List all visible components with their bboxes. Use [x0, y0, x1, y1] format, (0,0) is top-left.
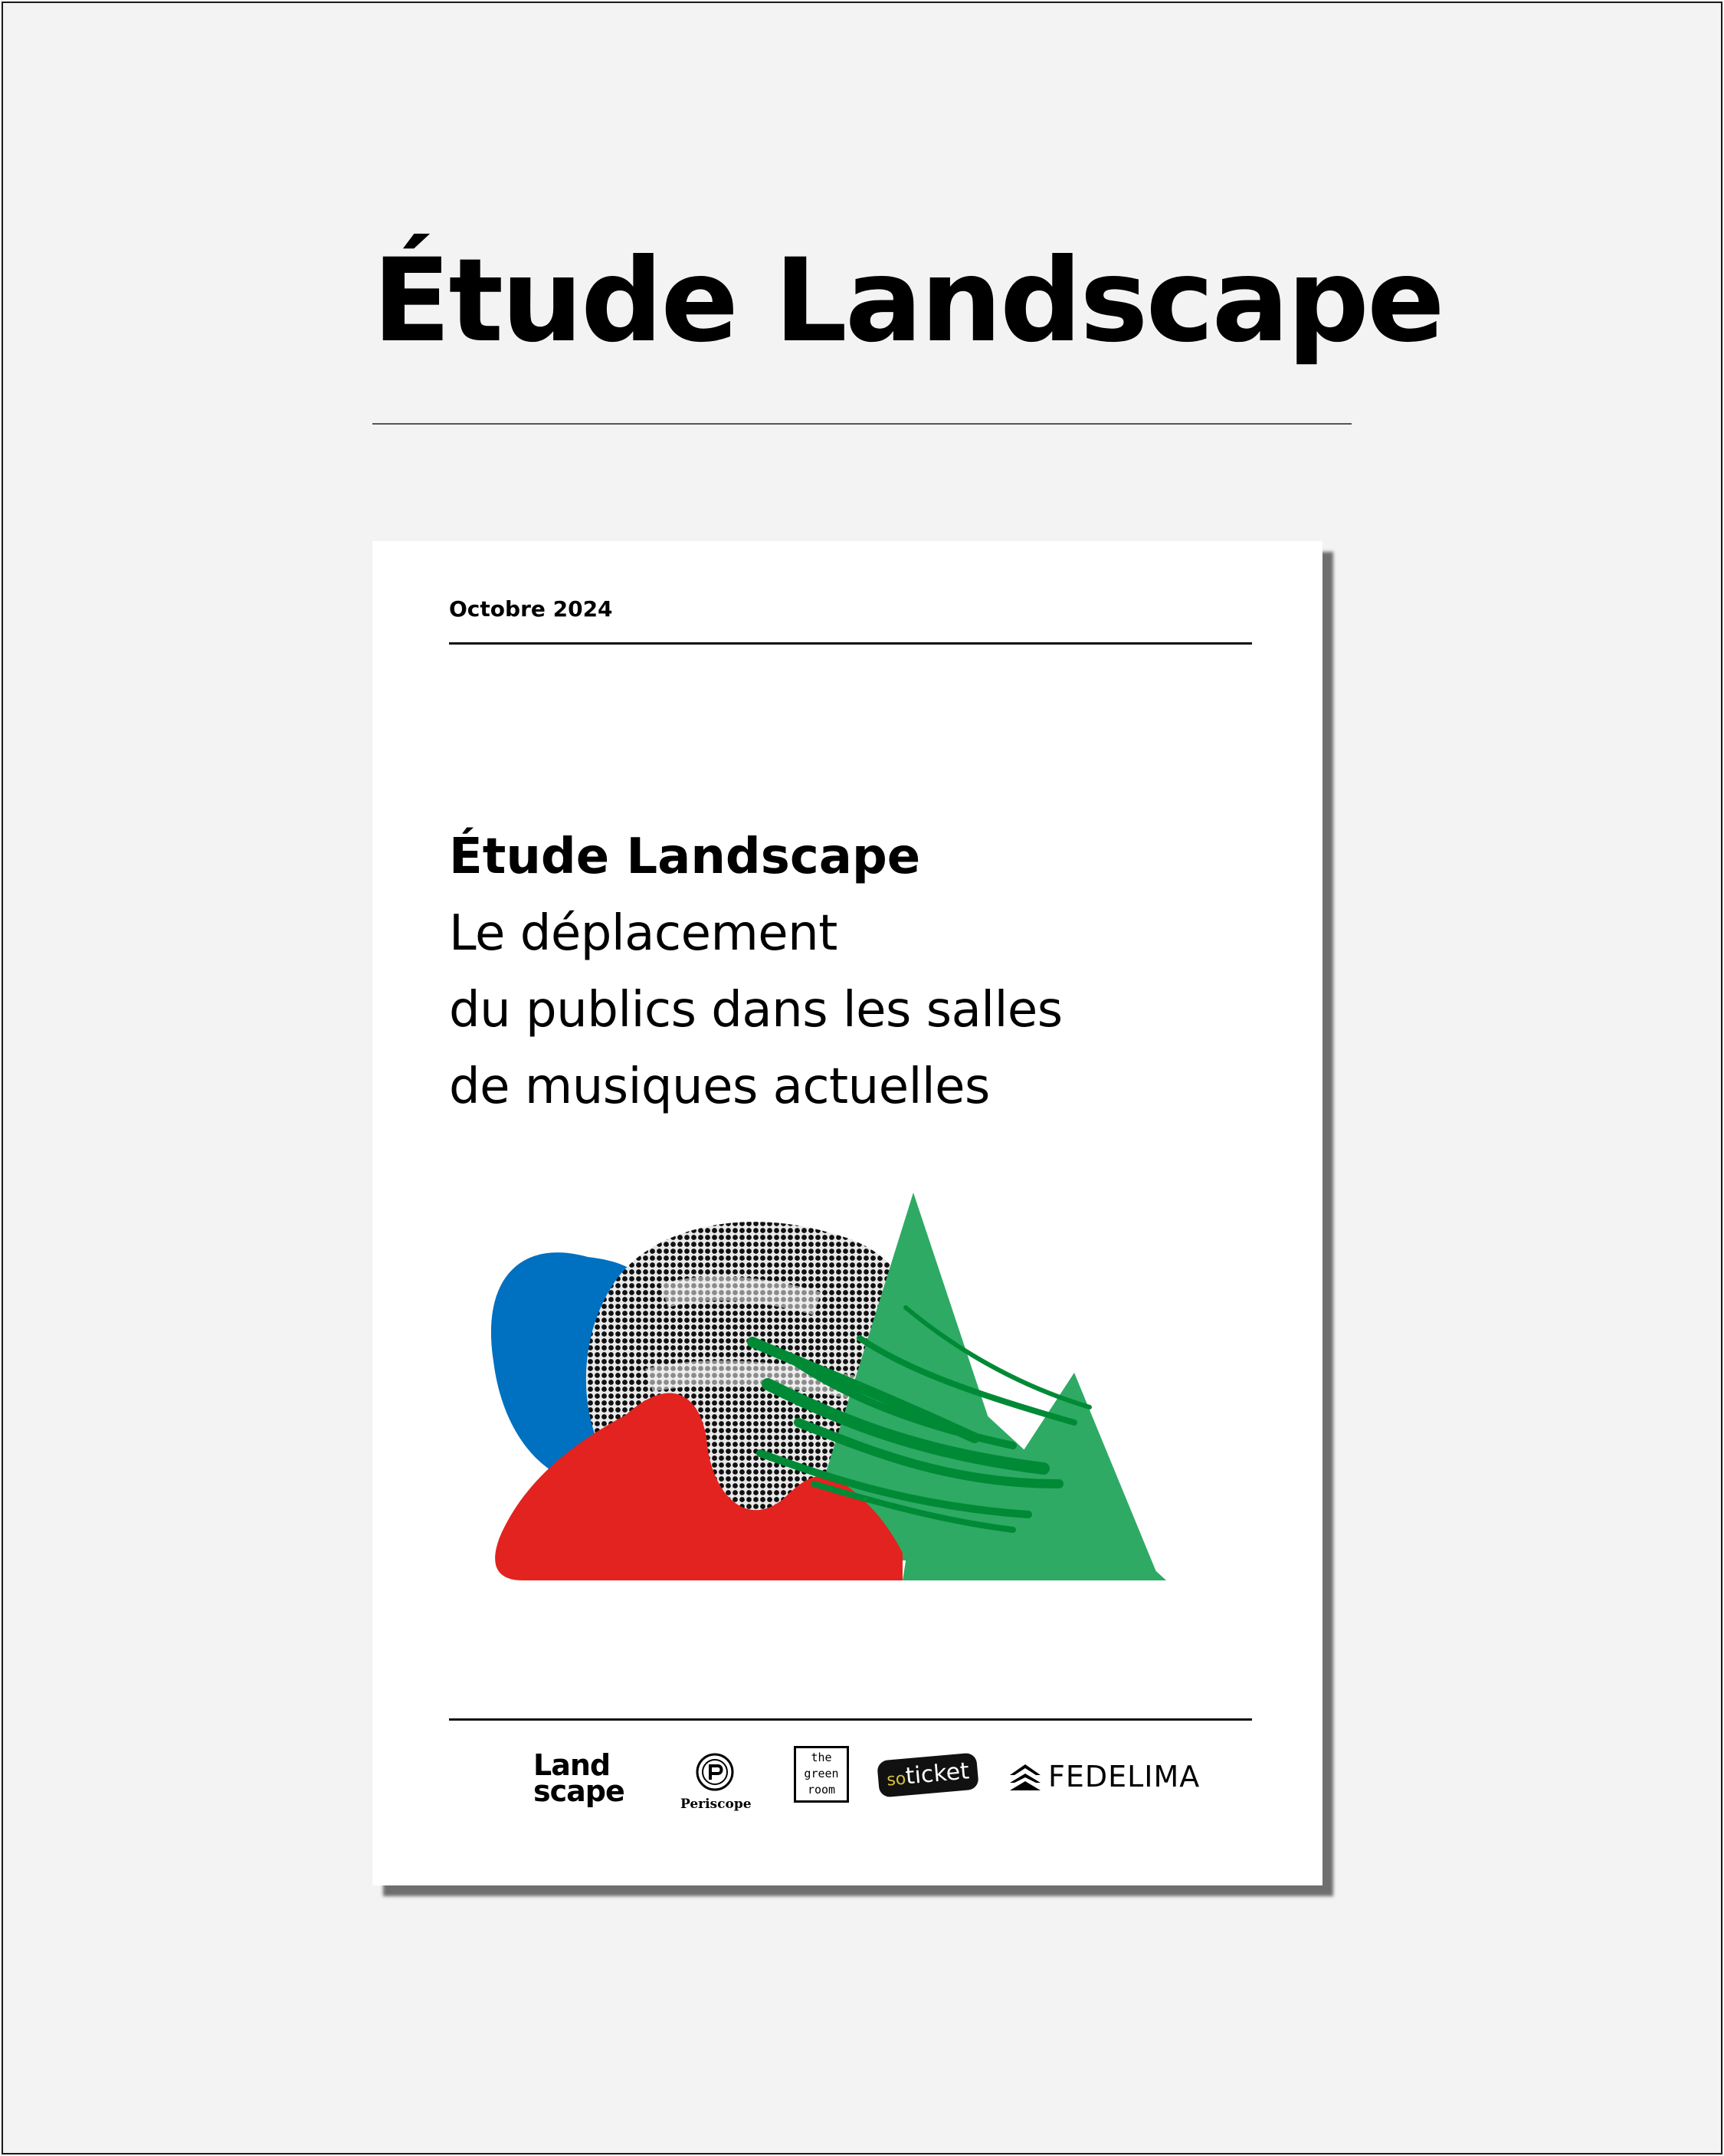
- fedelima-icon: [1008, 1761, 1042, 1792]
- report-cover: [372, 541, 1322, 1885]
- partner-logos: [533, 1738, 1223, 1838]
- periscope-icon: [695, 1752, 735, 1792]
- page-title: Étude Landscape: [372, 235, 1443, 368]
- soticket-logo: soticket: [877, 1752, 979, 1797]
- cover-heading-line-2: du publics dans les salles: [449, 982, 1063, 1039]
- cover-date: Octobre 2024: [449, 596, 613, 622]
- landscape-logo: Land scape: [533, 1748, 624, 1808]
- cover-heading-title: Étude Landscape: [449, 829, 921, 885]
- cover-bottom-divider: [449, 1718, 1252, 1721]
- cover-heading-line-3: de musiques actuelles: [449, 1058, 990, 1115]
- cover-top-divider: [449, 642, 1252, 645]
- cover-heading: [449, 819, 1246, 1125]
- cover-heading-line-1: Le déplacement: [449, 905, 837, 962]
- landscape-illustration: [477, 1193, 1182, 1622]
- title-divider: [372, 423, 1352, 425]
- periscope-logo: Periscope: [680, 1752, 749, 1812]
- fedelima-logo: FEDELIMA: [1008, 1760, 1200, 1793]
- green-room-logo: the green room: [794, 1746, 849, 1803]
